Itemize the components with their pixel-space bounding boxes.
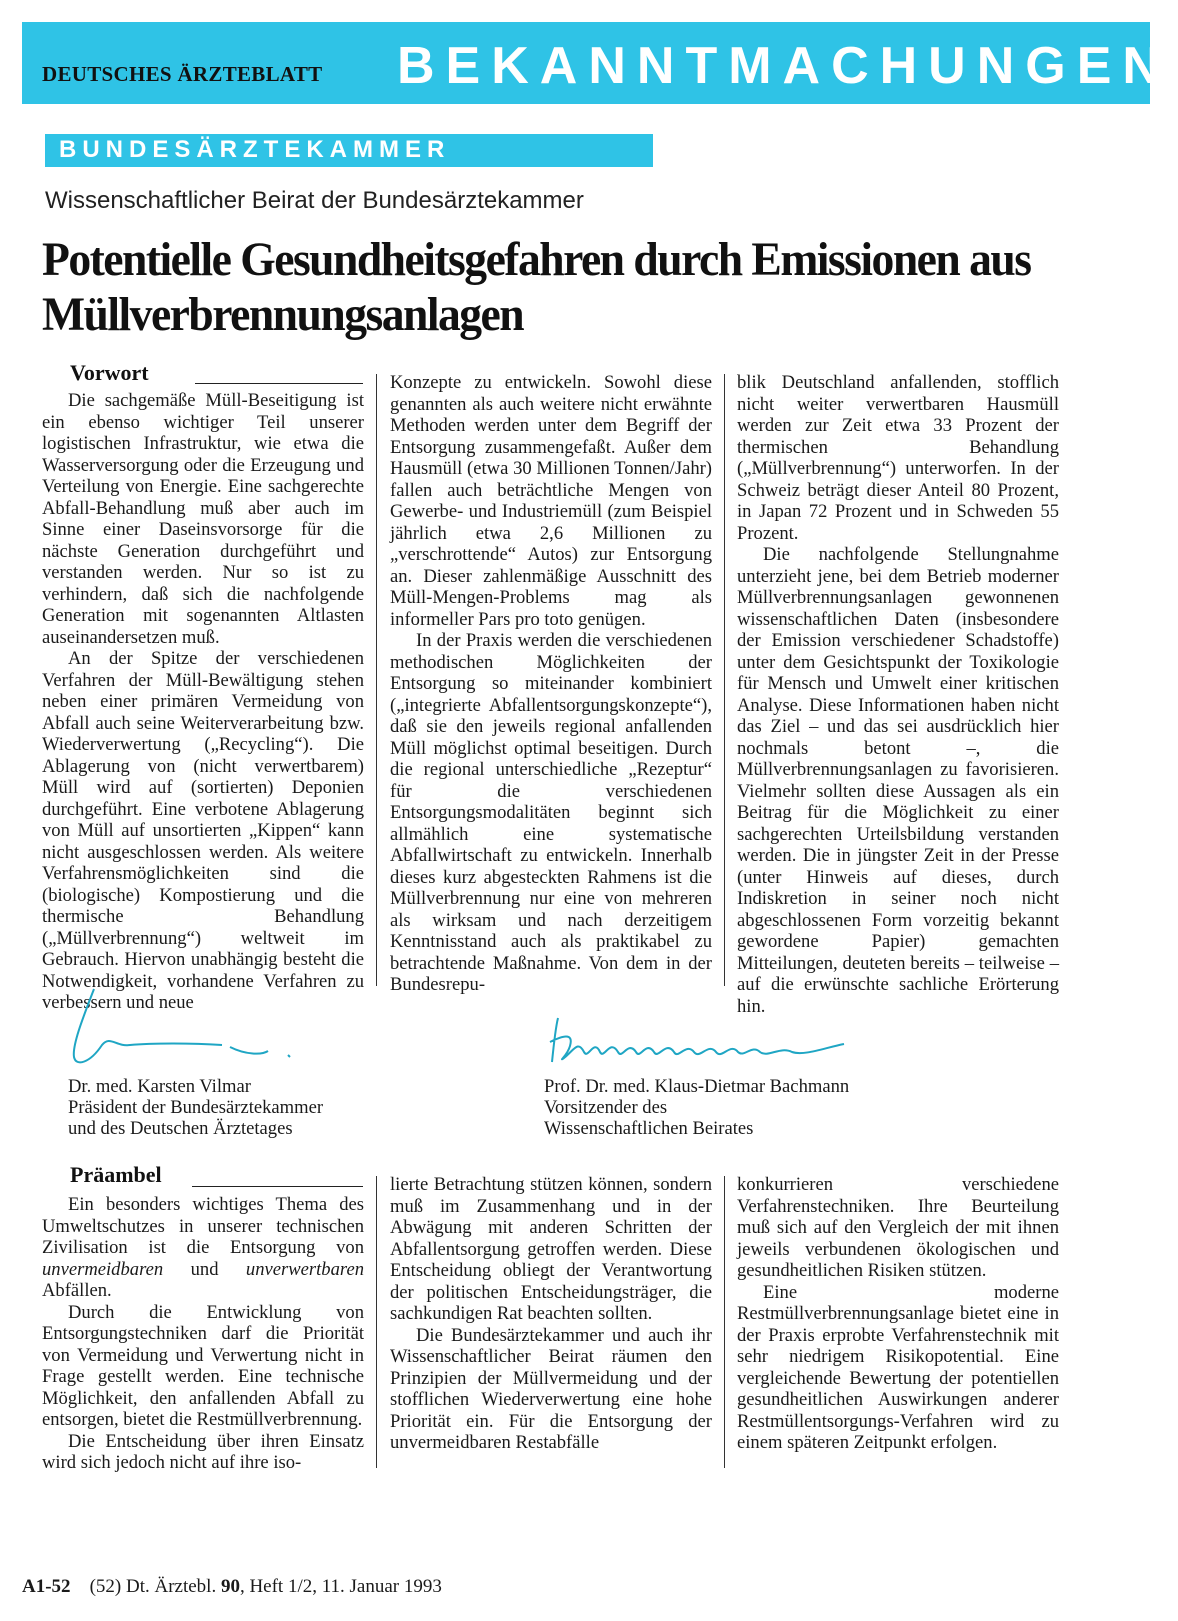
journal-name: DEUTSCHES ÄRZTEBLATT [42,62,323,86]
paragraph [42,1194,364,1302]
section-title: BEKANNTMACHUNGEN [397,37,1171,95]
praeambel-column-1 [42,1194,364,1474]
emphasis: unverwertbaren [245,1258,364,1280]
paragraph: Durch die Entwicklung von Entsorgungstechniken darf die Priorität von Vermeidung und Verwertung nicht in Frage gestellt werden. Eine technische Möglichkeit, den anfallenden Abfall zu entsorgen, bietet die Restmüllverbrennung. [42,1301,364,1430]
article-title: Potentielle Gesundheitsgefahren durch Emissionen aus Müllverbrennungsanlagen [42,233,1031,341]
text-run: Abfällen. [42,1280,112,1301]
paragraph: Die nachfolgende Stellungnahme unterzieht jene, bei dem Betrieb moderner Müllverbrennungsanlagen gewonnenen wissenschaftlichen Daten (insbesondere der Emission verschiedener Schadstoffe) unter dem Gesichtspunkt der Toxikologie für Mensch und Umwelt einer kritischen Analyse. Diese Informationen haben nicht das Ziel – und das sei ausdrücklich hier nochmals betont –, die Müllverbrennungsanlagen zu favorisieren. Vielmehr sollten diese Aussagen als ein Beitrag für die Möglichkeit zu einer sachgerechten Urteilsbildung verstanden werden. Die in jüngster Zeit in der Presse (unter Hinweis auf dieses, durch Indiskretion in seiner noch nicht abgeschlossenen Form vorzeitig bekannt gewordene Papier) gemachten Mitteilungen, deuteten bereits – teilweise – auf die erwünschte sachliche Erörterung hin. [737,544,1059,1017]
praeambel-column-2 [390,1174,712,1454]
category-banner [45,134,653,167]
vorwort-column-2 [390,372,712,996]
signature-block-right [544,1076,849,1139]
citation-issue: , Heft 1/2, 11. Januar 1993 [239,1576,442,1597]
signatory-role: Wissenschaftlichen Beirates [544,1118,754,1139]
vorwort-rule [195,383,363,384]
column-divider [724,374,725,986]
paragraph: Eine moderne Restmüllverbrennungsanlage bietet eine in der Praxis erprobte Verfahrenstechnik mit sehr niedrigem Risikopotential. Eine vergleichende Bewertung der potentiellen gesundheitlichen Auswirkungen anderer Restmüllentsorgungs-Verfahren wird zu einem späteren Zeitpunkt erfolgen. [737,1281,1059,1453]
paragraph: Die Entscheidung über ihren Einsatz wird sich jedoch nicht auf ihre iso- [42,1430,364,1473]
header-banner [22,22,1171,104]
paragraph: Die Bundesärztekammer und auch ihr Wissenschaftlicher Beirat räumen den Prinzipien der Müllvermeidung und der stofflichen Wiederverwertung eine hohe Priorität ein. Für die Entsorgung der unvermeidbaren Restabfälle [390,1324,712,1453]
praeambel-rule [192,1186,363,1187]
paragraph: blik Deutschland anfallenden, stofflich nicht weiter verwertbaren Hausmüll werden zur Zeit etwa 33 Prozent der thermischen Behandlung („Müllverbrennung“) unterworfen. In der Schweiz beträgt dieser Anteil 80 Prozent, in Japan 72 Prozent und in Schweden 55 Prozent. [737,372,1059,544]
paragraph: In der Praxis werden die verschiedenen methodischen Möglichkeiten der Entsorgung so miteinander kombiniert („integrierte Abfallentsorgungskonzepte“), daß sie den jeweils regional anfallenden Müll möglichst optimal beseitigen. Durch die regional unterschiedliche „Rezeptur“ für die verschiedenen Entsorgungsmodalitäten beginnt sich allmählich eine systematische Abfallwirtschaft zu entwickeln. Innerhalb dieses kurz abgesteckten Rahmens ist die Müllverbrennung nur eine von mehreren als wirksam und nach derzeitigem Kenntnisstand auch als praktikabel zu betrachtende Maßnahme. Von dem in der Bundesrepu- [390,630,712,995]
vorwort-heading: Vorwort [70,360,149,385]
volume-number: 90 [220,1576,240,1597]
signature-block-left [68,1076,323,1139]
page-number: A1-52 [22,1576,71,1597]
article-subtitle: Wissenschaftlicher Beirat der Bundesärztekammer [45,187,584,214]
signatory-role: und des Deutschen Ärztetages [68,1118,293,1139]
paragraph: Die sachgemäße Müll-Beseitigung ist ein ebenso wichtiger Teil unserer logistischen Infrastruktur, wie etwa die Wasserversorgung oder die Erzeugung und Verteilung von Energie. Eine sachgerechte Abfall-Behandlung muß aber auch im Sinne einer Daseinsvorsorge für die nächste Generation durchgeführt und verstanden werden. Nur so ist zu verhindern, daß sich die nachfolgende Generation mit sogenannten Altlasten auseinandersetzen muß. [42,390,364,648]
signatory-name: Prof. Dr. med. Klaus-Dietmar Bachmann [544,1076,850,1097]
paragraph: lierte Betrachtung stützen können, sondern muß im Zusammenhang und in der Abwägung mit anderen Schritten der Abfallentsorgung getroffen werden. Diese Entscheidung obliegt der Verantwortung der politischen Entscheidungsträger, die sachkundigen Rat beachten sollten. [390,1174,712,1324]
page-footer [22,1576,442,1598]
paragraph: Konzepte zu entwickeln. Sowohl diese genannten als auch weitere nicht erwähnte Methoden werden unter dem Begriff der Entsorgung zusammengefaßt. Außer dem Hausmüll (etwa 30 Millionen Tonnen/Jahr) fallen auch beträchtliche Mengen von Gewerbe- und Industriemüll (zum Beispiel jährlich etwa 2,6 Millionen zu „verschrottende“ Autos) zur Entsorgung an. Dieser zahlenmäßige Ausschnitt des Müll-Mengen-Problems mag als informeller Pars pro toto genügen. [390,372,712,630]
emphasis: unvermeidbaren [42,1258,164,1280]
citation: (52) Dt. Ärztebl. [89,1576,221,1597]
column-divider [724,1176,725,1468]
paragraph: An der Spitze der verschiedenen Verfahren der Müll-Bewältigung stehen neben einer primären Vermeidung von Abfall auch seine Weiterverarbeitung bzw. Wiederverwertung („Recycling“). Die Ablagerung von (nicht verwertbarem) Müll wird auf (sortierten) Deponien durchgeführt. Eine verbotene Ablagerung von Müll auf unsortierten „Kippen“ kann nicht ausgeschlossen werden. Als weitere Verfahrensmöglichkeiten sind die (biologische) Kompostierung und die thermische Behandlung („Müllverbrennung“) weltweit im Gebrauch. Hiervon unabhängig besteht die Notwendigkeit, vorhandene Verfahren zu verbessern und neue [42,648,364,1013]
text-run: Ein besonders wichtiges Thema des Umweltschutzes in unserer technischen Zivilisation ist die Entsorgung von [42,1194,364,1258]
vorwort-column-3 [737,372,1059,1017]
paragraph: konkurrieren verschiedene Verfahrenstechniken. Ihre Beurteilung muß sich auf den Vergleich der mit ihnen jeweils verbundenen ökologischen und gesundheitlichen Risiken stützen. [737,1174,1059,1281]
category-label: BUNDESÄRZTEKAMMER [59,136,451,163]
column-divider [376,1176,377,1468]
signatory-role: Vorsitzender des [544,1097,668,1118]
column-divider [376,374,377,986]
signatory-role: Präsident der Bundesärztekammer [68,1097,324,1118]
vorwort-column-1 [42,390,364,1014]
signature-bachmann [540,1012,880,1074]
text-run: und [163,1258,246,1280]
praeambel-heading: Präambel [70,1162,162,1187]
signature-vilmar [62,985,302,1080]
praeambel-column-3 [737,1174,1059,1454]
signatory-name: Dr. med. Karsten Vilmar [68,1076,251,1097]
